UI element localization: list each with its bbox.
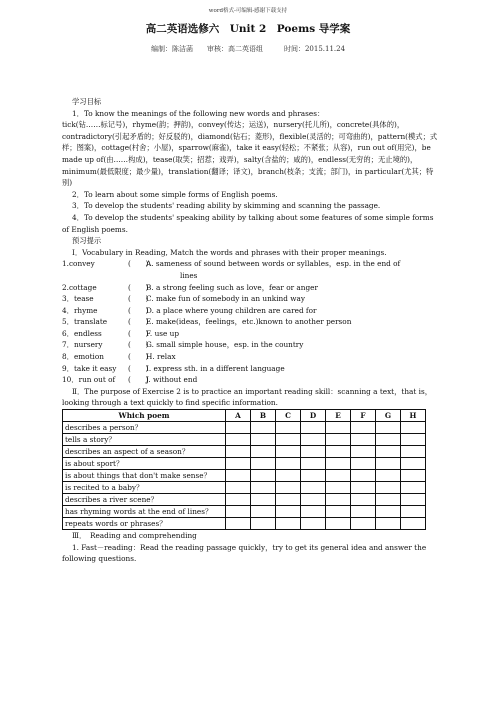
- vocab-item: [62, 282, 438, 294]
- tick-cell[interactable]: [226, 470, 251, 482]
- vocab-word: 4．rhyme: [62, 305, 98, 315]
- tick-cell[interactable]: [301, 422, 326, 434]
- tick-cell[interactable]: [251, 518, 276, 530]
- goals-heading: 学习目标: [72, 97, 102, 106]
- tick-cell[interactable]: [276, 434, 301, 446]
- row-question: is recited to a baby？: [63, 482, 226, 494]
- tick-cell[interactable]: [376, 422, 401, 434]
- vocab-meaning: J. without end: [146, 375, 198, 385]
- vocab-meaning: C. make fun of somebody in an unkind way: [146, 294, 305, 304]
- table-row: [63, 518, 426, 530]
- tick-cell[interactable]: [376, 434, 401, 446]
- answer-blank[interactable]: ( ): [128, 317, 149, 327]
- table-row: [63, 470, 426, 482]
- row-question: describes a river scene？: [63, 494, 226, 506]
- preview-heading: 预习提示: [72, 236, 102, 246]
- tick-cell[interactable]: [326, 446, 351, 458]
- tick-cell[interactable]: [401, 482, 426, 494]
- tick-cell[interactable]: [326, 494, 351, 506]
- tick-cell[interactable]: [301, 446, 326, 458]
- tick-cell[interactable]: [251, 422, 276, 434]
- tick-cell[interactable]: [351, 482, 376, 494]
- tick-cell[interactable]: [301, 470, 326, 482]
- document-body: [62, 96, 438, 565]
- tick-cell[interactable]: [351, 518, 376, 530]
- tick-cell[interactable]: [326, 518, 351, 530]
- vocab-word: 2.cottage: [62, 282, 97, 292]
- vocab-item: [62, 328, 438, 340]
- vocab-meaning: A. sameness of sound between words or syllables，esp. in the end of: [146, 259, 401, 269]
- tick-cell[interactable]: [326, 422, 351, 434]
- table-row: [63, 458, 426, 470]
- tick-cell[interactable]: [226, 434, 251, 446]
- vocab-item: [62, 305, 438, 317]
- vocab-meaning: B. a strong feeling such as love，fear or anger: [146, 282, 318, 292]
- row-question: describes an aspect of a season？: [63, 446, 226, 458]
- answer-blank[interactable]: ( ): [128, 352, 149, 362]
- column-header: E: [326, 410, 351, 422]
- vocab-meaning: E. make(ideas，feelings，etc.)known to another person: [146, 317, 352, 327]
- tick-cell[interactable]: [351, 470, 376, 482]
- tick-cell[interactable]: [226, 458, 251, 470]
- answer-blank[interactable]: ( ): [128, 282, 149, 292]
- table-row: [63, 434, 426, 446]
- tick-cell[interactable]: [351, 434, 376, 446]
- answer-blank[interactable]: ( ): [128, 305, 149, 315]
- column-header: G: [376, 410, 401, 422]
- tick-cell[interactable]: [276, 446, 301, 458]
- table-row: [63, 482, 426, 494]
- answer-blank[interactable]: ( ): [128, 259, 149, 269]
- vocab-meaning: D. a place where young children are cared for: [146, 305, 317, 315]
- row-question: repeats words or phrases？: [63, 518, 226, 530]
- tick-cell[interactable]: [401, 506, 426, 518]
- tick-cell[interactable]: [226, 494, 251, 506]
- vocab-word: 5．translate: [62, 317, 108, 327]
- tick-cell[interactable]: [226, 506, 251, 518]
- vocab-word: 6．endless: [62, 328, 102, 338]
- tick-cell[interactable]: [351, 446, 376, 458]
- goal-1-wordlist: tick(钻……标记号)，rhyme(韵；押韵)，convey(传达；运送)，nursery(托儿所)，concrete(具体的)，contradictory(引起矛盾的；好反驳的)，diamond(钻石；菱形)，flexible(灵活的；可弯曲的)，pattern(模式；式样；图案)，cottage(村舍；小屋)，sparrow(麻雀)，take it easy(轻松；不紧张；从容)，run out of(用完)，be made up of(由……构成)，tease(取笑；招惹；戏弄)，salty(含盐的；咸的)，endless(无穷的；无止境的)，minimum(最低限度；最少量)，translation(翻译；译文)，branch(枝条；支流；部门)，in particular(尤其；特别): [62, 120, 438, 188]
- goal-4: 4．To develop the students' speaking ability by talking about some features of some simple forms of English poems.: [62, 212, 434, 234]
- column-header: A: [226, 410, 251, 422]
- tick-cell[interactable]: [376, 482, 401, 494]
- tick-cell[interactable]: [251, 446, 276, 458]
- tick-cell[interactable]: [376, 446, 401, 458]
- vocab-item: [62, 351, 438, 363]
- tick-cell[interactable]: [251, 506, 276, 518]
- vocab-list: [62, 258, 438, 386]
- vocab-word: 7．nursery: [62, 340, 103, 350]
- tick-cell[interactable]: [276, 422, 301, 434]
- vocab-meaning: F. use up: [146, 328, 180, 338]
- vocab-word: 9．take it easy: [62, 363, 117, 373]
- table-row: [63, 422, 426, 434]
- tick-cell[interactable]: [376, 518, 401, 530]
- answer-blank[interactable]: ( ): [128, 363, 149, 373]
- tick-cell[interactable]: [376, 506, 401, 518]
- tick-cell[interactable]: [401, 494, 426, 506]
- vocab-word: 10．run out of: [62, 375, 116, 385]
- tick-cell[interactable]: [301, 482, 326, 494]
- tick-cell[interactable]: [351, 458, 376, 470]
- tick-cell[interactable]: [251, 434, 276, 446]
- tick-cell[interactable]: [376, 470, 401, 482]
- tick-cell[interactable]: [301, 506, 326, 518]
- tick-cell[interactable]: [401, 470, 426, 482]
- section-1-heading: Ⅰ．Vocabulary in Reading, Match the words and phrases with their proper meanings.: [72, 247, 387, 257]
- row-question: has rhyming words at the end of lines？: [63, 506, 226, 518]
- vocab-meaning: G. small simple house，esp. in the country: [146, 340, 304, 350]
- table-header-row: [63, 410, 426, 422]
- tick-cell[interactable]: [301, 434, 326, 446]
- row-question: tells a story？: [63, 434, 226, 446]
- tick-cell[interactable]: [301, 458, 326, 470]
- tick-cell[interactable]: [326, 506, 351, 518]
- tick-cell[interactable]: [251, 494, 276, 506]
- tick-cell[interactable]: [351, 494, 376, 506]
- answer-blank[interactable]: ( ): [128, 340, 149, 350]
- answer-blank[interactable]: ( ): [128, 375, 149, 385]
- row-question: is about things that don't make sense？: [63, 470, 226, 482]
- tick-cell[interactable]: [251, 482, 276, 494]
- tick-cell[interactable]: [401, 434, 426, 446]
- goal-2: 2．To learn about some simple forms of English poems.: [72, 189, 278, 199]
- table-row: [63, 494, 426, 506]
- tick-cell[interactable]: [401, 458, 426, 470]
- tick-cell[interactable]: [276, 494, 301, 506]
- tick-cell[interactable]: [276, 518, 301, 530]
- row-question: describes a person？: [63, 422, 226, 434]
- vocab-item: [62, 293, 438, 305]
- vocab-item: [62, 258, 438, 270]
- tick-cell[interactable]: [351, 422, 376, 434]
- tick-cell[interactable]: [226, 446, 251, 458]
- tick-cell[interactable]: [301, 518, 326, 530]
- goal-1: 1．To know the meanings of the following new words and phrases：: [72, 108, 325, 118]
- column-header: D: [301, 410, 326, 422]
- column-header: Which poem: [63, 410, 226, 422]
- tick-cell[interactable]: [226, 482, 251, 494]
- vocab-item: [62, 316, 438, 328]
- tick-cell[interactable]: [276, 506, 301, 518]
- tick-cell[interactable]: [326, 458, 351, 470]
- tick-cell[interactable]: [351, 506, 376, 518]
- vocab-meaning: H. relax: [146, 352, 176, 362]
- tick-cell[interactable]: [226, 518, 251, 530]
- tick-cell[interactable]: [276, 482, 301, 494]
- tick-cell[interactable]: [326, 434, 351, 446]
- page-header: word格式-可编辑-感谢下载支持: [208, 8, 288, 14]
- tick-cell[interactable]: [326, 470, 351, 482]
- tick-cell[interactable]: [326, 482, 351, 494]
- tick-cell[interactable]: [401, 422, 426, 434]
- answer-blank[interactable]: ( ): [128, 294, 149, 304]
- vocab-meaning: I. express sth. in a different language: [146, 363, 285, 373]
- tick-cell[interactable]: [401, 518, 426, 530]
- vocab-item: [62, 363, 438, 375]
- section-2-heading: Ⅱ．The purpose of Exercise 2 is to practice an important reading skill：scanning a text，that is，looking through a text quickly to find specific information.: [62, 386, 433, 408]
- document-meta: 编制：陈洁菡 审核：高二英语组 时间：2015.11.24: [150, 45, 346, 53]
- column-header: F: [351, 410, 376, 422]
- vocab-word: 3．tease: [62, 294, 94, 304]
- answer-blank[interactable]: ( ): [128, 328, 149, 338]
- vocab-word: 8．emotion: [62, 352, 104, 362]
- section-3-heading: Ⅲ． Reading and comprehending: [72, 531, 197, 541]
- table-row: [63, 446, 426, 458]
- vocab-word: 1.convey: [62, 259, 95, 269]
- tick-cell[interactable]: [376, 494, 401, 506]
- vocab-meaning-continued: lines: [180, 270, 198, 280]
- tick-cell[interactable]: [401, 446, 426, 458]
- tick-cell[interactable]: [276, 470, 301, 482]
- tick-cell[interactable]: [251, 458, 276, 470]
- tick-cell[interactable]: [226, 422, 251, 434]
- vocab-item: [62, 374, 438, 386]
- row-question: is about sport？: [63, 458, 226, 470]
- column-header: B: [251, 410, 276, 422]
- tick-cell[interactable]: [276, 458, 301, 470]
- tick-cell[interactable]: [376, 458, 401, 470]
- tick-cell[interactable]: [301, 494, 326, 506]
- poem-scan-table: [62, 409, 426, 530]
- goal-3: 3．To develop the students' reading ability by skimming and scanning the passage.: [72, 201, 381, 211]
- column-header: C: [276, 410, 301, 422]
- vocab-item: [62, 339, 438, 351]
- table-row: [63, 506, 426, 518]
- section-3-text: 1. Fast－reading：Read the reading passage quickly，try to get its general idea and answer the following questions.: [62, 542, 427, 564]
- column-header: H: [401, 410, 426, 422]
- page-title: 高二英语选修六 Unit 2 Poems 导学案: [145, 23, 351, 35]
- tick-cell[interactable]: [251, 470, 276, 482]
